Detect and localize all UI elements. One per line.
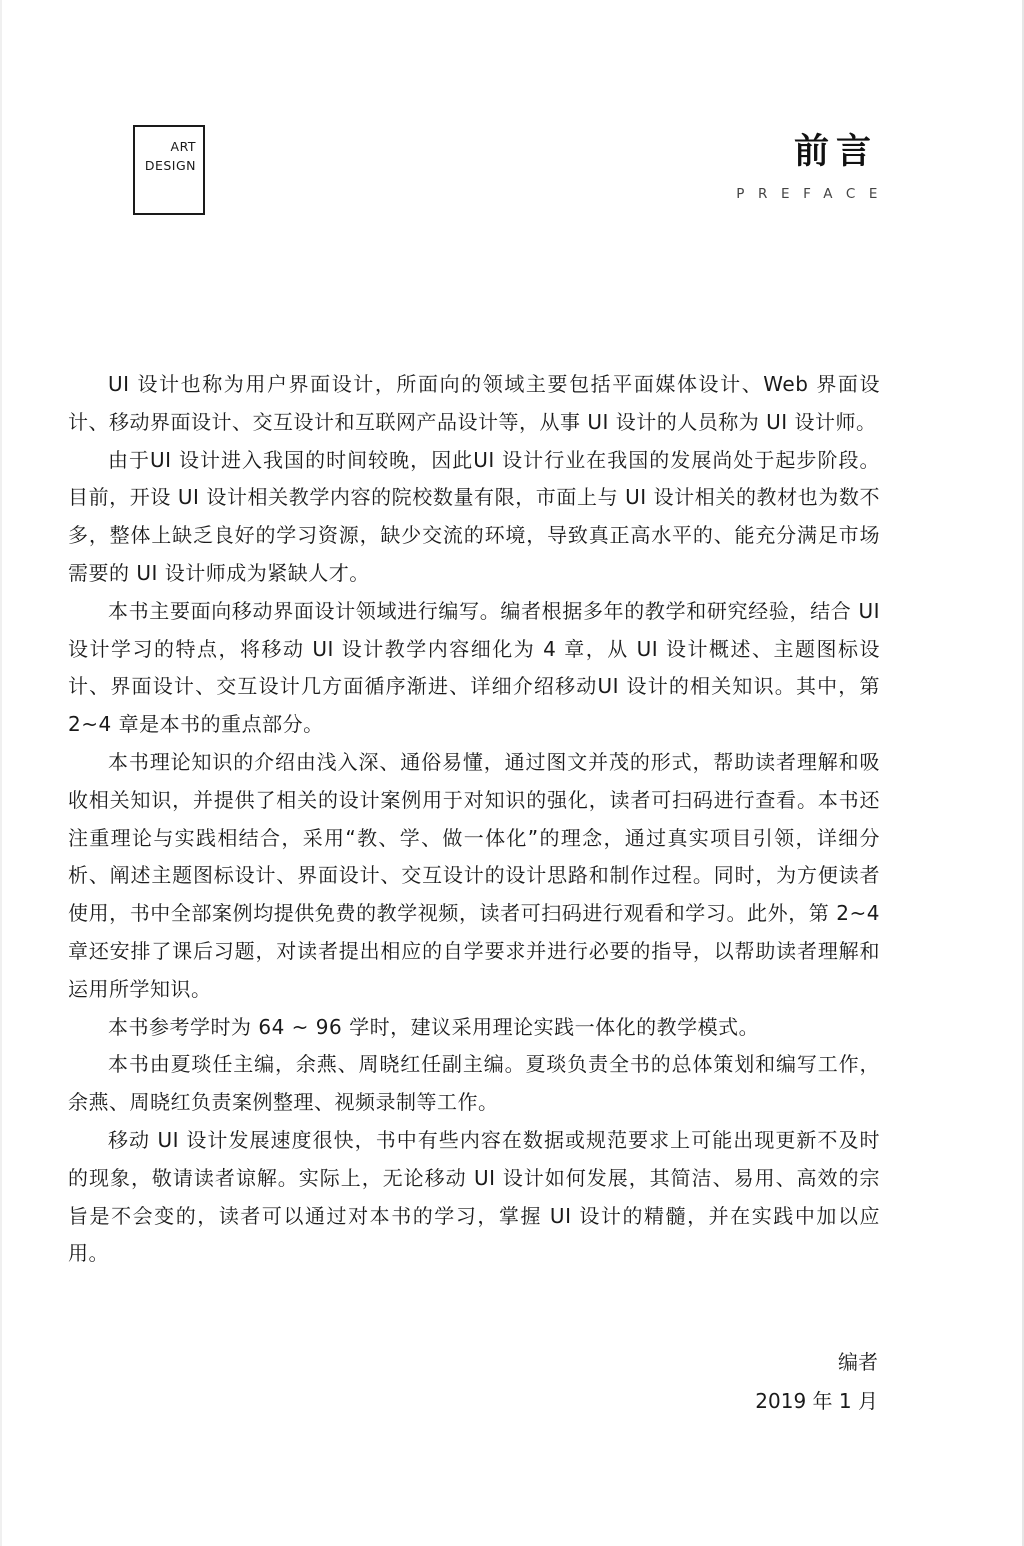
paragraph-5: 本书参考学时为 64 ~ 96 学时，建议采用理论实践一体化的教学模式。	[108, 1014, 760, 1039]
art-design-logo	[133, 125, 205, 215]
signature-date: 2019 年 1 月	[755, 1389, 878, 1413]
page-title: 前言	[793, 132, 878, 172]
paragraph-3: 本书主要面向移动界面设计领域进行编写。编者根据多年的教学和研究经验，结合 UI 设计学习的特点，将移动 UI 设计教学内容细化为 4 章，从 UI 设计概述、主题图标设计、界面设计、交互设计几方面循序渐进、详细介绍移动UI 设计的相关知识。其中，第 2~4 章是本书的重点部分。	[68, 598, 880, 737]
page-subtitle: PREFACE	[736, 186, 891, 202]
preface-body	[68, 366, 880, 1273]
paragraph-6: 本书由夏琰任主编，余燕、周晓红任副主编。夏琰负责全书的总体策划和编写工作，余燕、周晓红负责案例整理、视频录制等工作。	[68, 1052, 880, 1115]
signature-author: 编者	[838, 1350, 878, 1374]
scan-edge-left	[0, 0, 2, 1546]
logo-line-art: ART	[170, 139, 196, 154]
paragraph-4: 本书理论知识的介绍由浅入深、通俗易懂，通过图文并茂的形式，帮助读者理解和吸收相关知识，并提供了相关的设计案例用于对知识的强化，读者可扫码进行查看。本书还注重理论与实践相结合，采用“教、学、做一体化”的理念，通过真实项目引领，详细分析、阐述主题图标设计、界面设计、交互设计的设计思路和制作过程。同时，为方便读者使用，书中全部案例均提供免费的教学视频，读者可扫码进行观看和学习。此外，第 2~4 章还安排了课后习题，对读者提出相应的自学要求并进行必要的指导，以帮助读者理解和运用所学知识。	[68, 749, 880, 1001]
paragraph-2: 由于UI 设计进入我国的时间较晚，因此UI 设计行业在我国的发展尚处于起步阶段。目前，开设 UI 设计相关教学内容的院校数量有限，市面上与 UI 设计相关的教材也为数不多，整体上缺乏良好的学习资源，缺少交流的环境，导致真正高水平的、能充分满足市场需要的 UI 设计师成为紧缺人才。	[68, 447, 880, 585]
logo-line-design: DESIGN	[144, 158, 196, 173]
paragraph-1: UI 设计也称为用户界面设计，所面向的领域主要包括平面媒体设计、Web 界面设计、移动界面设计、交互设计和互联网产品设计等，从事 UI 设计的人员称为 UI 设计师。	[68, 372, 880, 434]
paragraph-7: 移动 UI 设计发展速度很快，书中有些内容在数据或规范要求上可能出现更新不及时的现象，敬请读者谅解。实际上，无论移动 UI 设计如何发展，其简洁、易用、高效的宗旨是不会变的，读者可以通过对本书的学习，掌握 UI 设计的精髓，并在实践中加以应用。	[68, 1127, 880, 1266]
